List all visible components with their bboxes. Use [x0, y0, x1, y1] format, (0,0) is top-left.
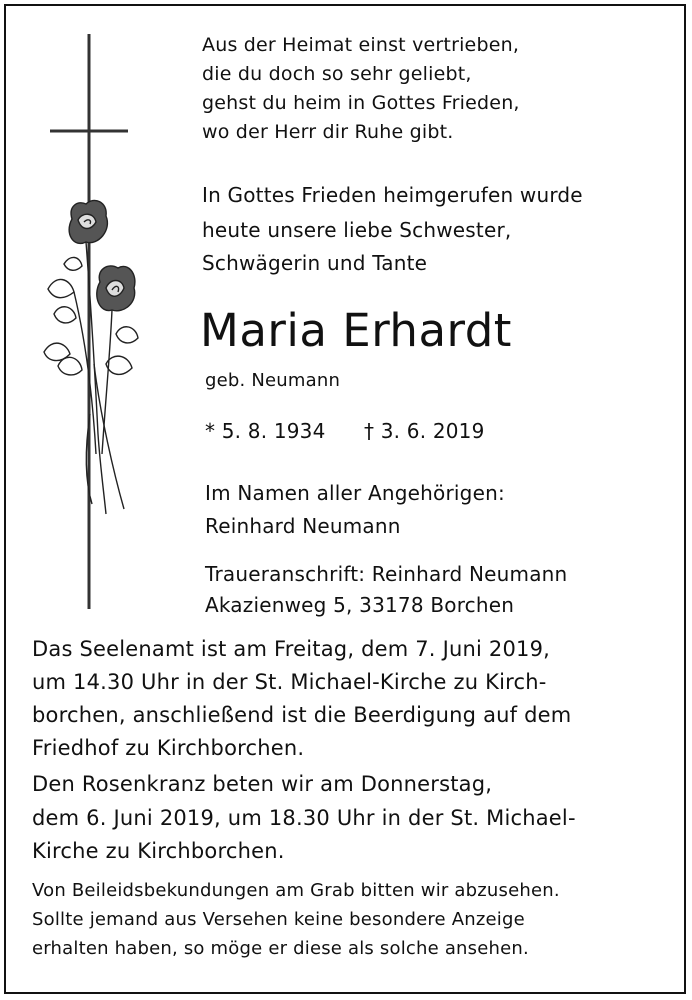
birth-date: * 5. 8. 1934 — [205, 419, 326, 443]
rosary-line: Den Rosenkranz beten wir am Donnerstag, — [32, 772, 493, 796]
rose-icon — [44, 200, 138, 514]
poem-line: gehst du heim in Gottes Frieden, — [202, 92, 520, 114]
maiden-name: geb. Neumann — [205, 370, 341, 391]
service-line: Das Seelenamt ist am Freitag, dem 7. Juni 2019, — [32, 637, 551, 661]
family-line: Reinhard Neumann — [205, 514, 401, 538]
footer-line: erhalten haben, so möge er diese als solche ansehen. — [32, 938, 529, 959]
footer-line: Von Beileidsbekundungen am Grab bitten wir abzusehen. — [32, 880, 560, 901]
cross-icon — [50, 34, 128, 609]
rosary-line: dem 6. Juni 2019, um 18.30 Uhr in der St. Michael- — [32, 806, 576, 830]
death-date: † 3. 6. 2019 — [364, 419, 485, 443]
family-line: Im Namen aller Angehörigen: — [205, 481, 505, 505]
service-line: um 14.30 Uhr in der St. Michael-Kirche zu Kirch- — [32, 670, 547, 694]
poem-line: die du doch so sehr geliebt, — [202, 63, 472, 85]
rosary-line: Kirche zu Kirchborchen. — [32, 839, 285, 863]
service-line: Friedhof zu Kirchborchen. — [32, 736, 305, 760]
intro-line: heute unsere liebe Schwester, — [202, 218, 512, 242]
intro-line: In Gottes Frieden heimgerufen wurde — [202, 183, 583, 207]
deceased-name: Maria Erhardt — [200, 304, 512, 357]
poem-line: Aus der Heimat einst vertrieben, — [202, 34, 520, 56]
address-line: Akazienweg 5, 33178 Borchen — [205, 593, 515, 617]
cross-with-roses-icon — [34, 34, 144, 614]
service-line: borchen, anschließend ist die Beerdigung auf dem — [32, 703, 572, 727]
poem-line: wo der Herr dir Ruhe gibt. — [202, 121, 454, 143]
address-line: Traueranschrift: Reinhard Neumann — [205, 562, 568, 586]
footer-line: Sollte jemand aus Versehen keine besondere Anzeige — [32, 909, 525, 930]
intro-line: Schwägerin und Tante — [202, 251, 428, 275]
